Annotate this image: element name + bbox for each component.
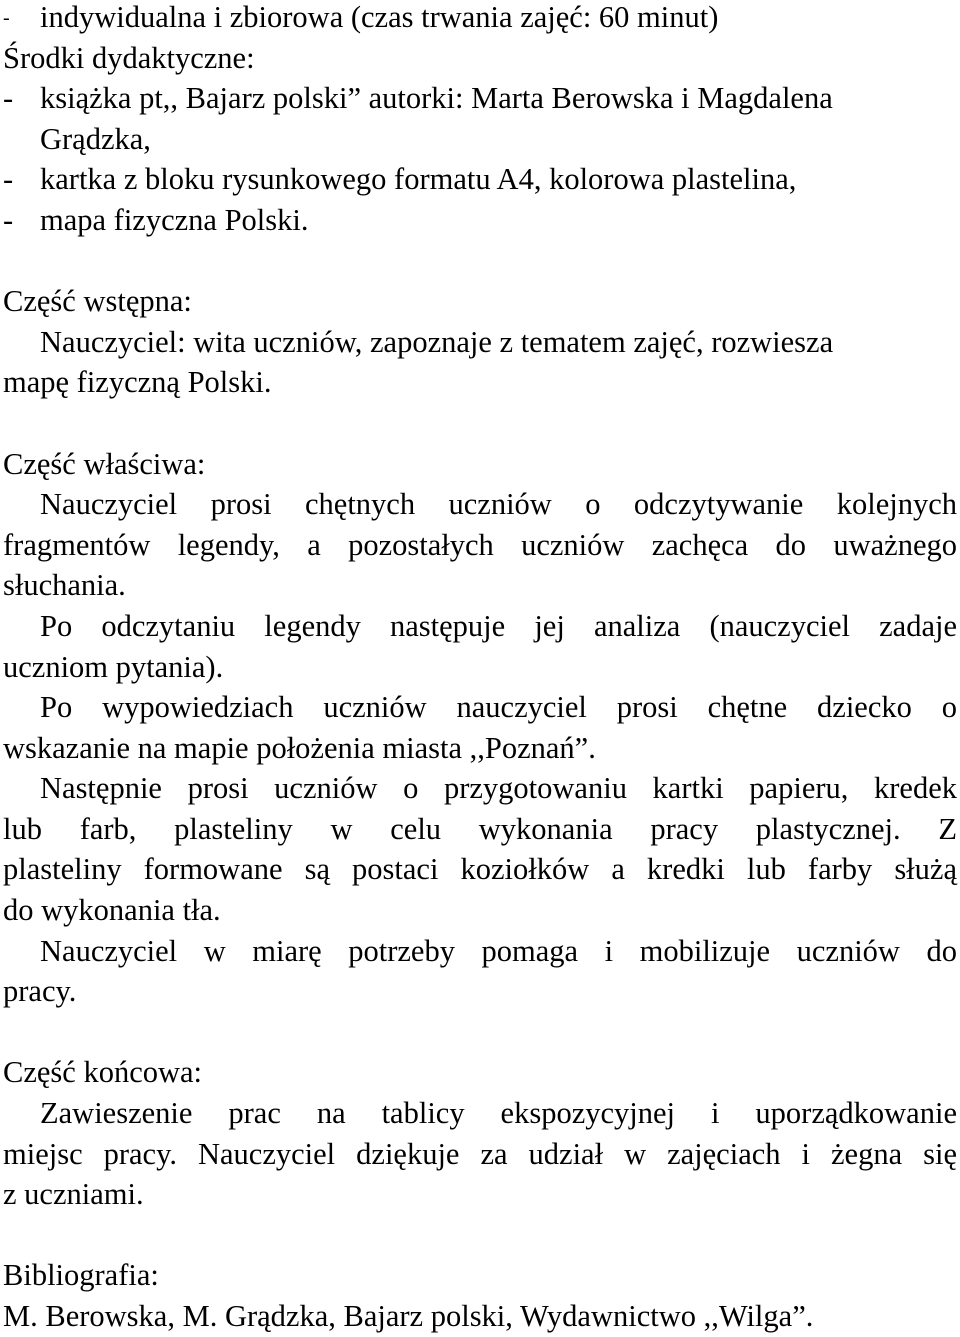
aids-heading: Środki dydaktyczne:	[3, 40, 255, 75]
aid-item	[3, 200, 957, 241]
list-dash: -	[3, 162, 14, 197]
paragraph-line: lub farb, plasteliny w celu wykonania pracy plastycznej. Z	[3, 811, 957, 846]
form-line	[3, 0, 957, 38]
aid-text: książka pt,, Bajarz polski” autorki: Marta Berowska i Magdalena	[40, 81, 833, 116]
paragraph-line: pracy.	[3, 974, 77, 1009]
paragraph-line: Zawieszenie prac na tablicy ekspozycyjnej i uporządkowanie	[40, 1096, 957, 1131]
paragraph-line: wskazanie na mapie położenia miasta ,,Poznań”.	[3, 730, 596, 765]
paragraph-line: Nauczyciel w miarę potrzeby pomaga i mobilizuje uczniów do	[40, 933, 957, 968]
list-dash: -	[3, 202, 14, 237]
spacer	[3, 241, 957, 282]
list-dash: -	[3, 81, 14, 116]
aid-text: mapa fizyczna Polski.	[40, 202, 309, 237]
section-heading-intro: Część wstępna:	[3, 284, 192, 319]
paragraph-line: plasteliny formowane są postaci koziołków a kredki lub farby służą	[3, 852, 957, 887]
paragraph-line: Następnie prosi uczniów o przygotowaniu kartki papieru, kredek	[40, 771, 957, 806]
bibliography-heading: Bibliografia:	[3, 1258, 159, 1293]
paragraph-line: z uczniami.	[3, 1177, 144, 1212]
paragraph-line: miejsc pracy. Nauczyciel dziękuje za udział w zajęciach i żegna się	[3, 1136, 957, 1171]
spacer	[3, 1215, 957, 1256]
paragraph-line: Nauczyciel: wita uczniów, zapoznaje z tematem zajęć, rozwiesza	[40, 324, 834, 359]
document-page	[3, 0, 957, 1337]
spacer	[3, 1012, 957, 1053]
aid-item	[3, 159, 957, 200]
aid-text: kartka z bloku rysunkowego formatu A4, kolorowa plastelina,	[40, 162, 797, 197]
form-text: indywidualna i zbiorowa (czas trwania zajęć: 60 minut)	[40, 0, 719, 34]
section-heading-end: Część końcowa:	[3, 1055, 203, 1090]
section-heading-main: Część właściwa:	[3, 446, 206, 481]
paragraph-line: fragmentów legendy, a pozostałych uczniów zachęca do uważnego	[3, 527, 957, 562]
aid-item-continuation: Grądzka,	[40, 121, 151, 156]
list-dash: -	[3, 7, 10, 29]
spacer	[3, 403, 957, 444]
bibliography-entry: M. Berowska, M. Grądzka, Bajarz polski, Wydawnictwo ,,Wilga”.	[3, 1299, 814, 1333]
paragraph-line: Po wypowiedziach uczniów nauczyciel prosi chętne dziecko o	[40, 690, 957, 725]
paragraph-line: Nauczyciel prosi chętnych uczniów o odczytywanie kolejnych	[40, 487, 957, 522]
paragraph-line: mapę fizyczną Polski.	[3, 365, 272, 400]
paragraph-line: uczniom pytania).	[3, 649, 224, 684]
aid-item	[3, 78, 957, 119]
paragraph-line: do wykonania tła.	[3, 893, 221, 928]
paragraph-line: Po odczytaniu legendy następuje jej analiza (nauczyciel zadaje	[40, 608, 957, 643]
paragraph-line: słuchania.	[3, 568, 126, 603]
